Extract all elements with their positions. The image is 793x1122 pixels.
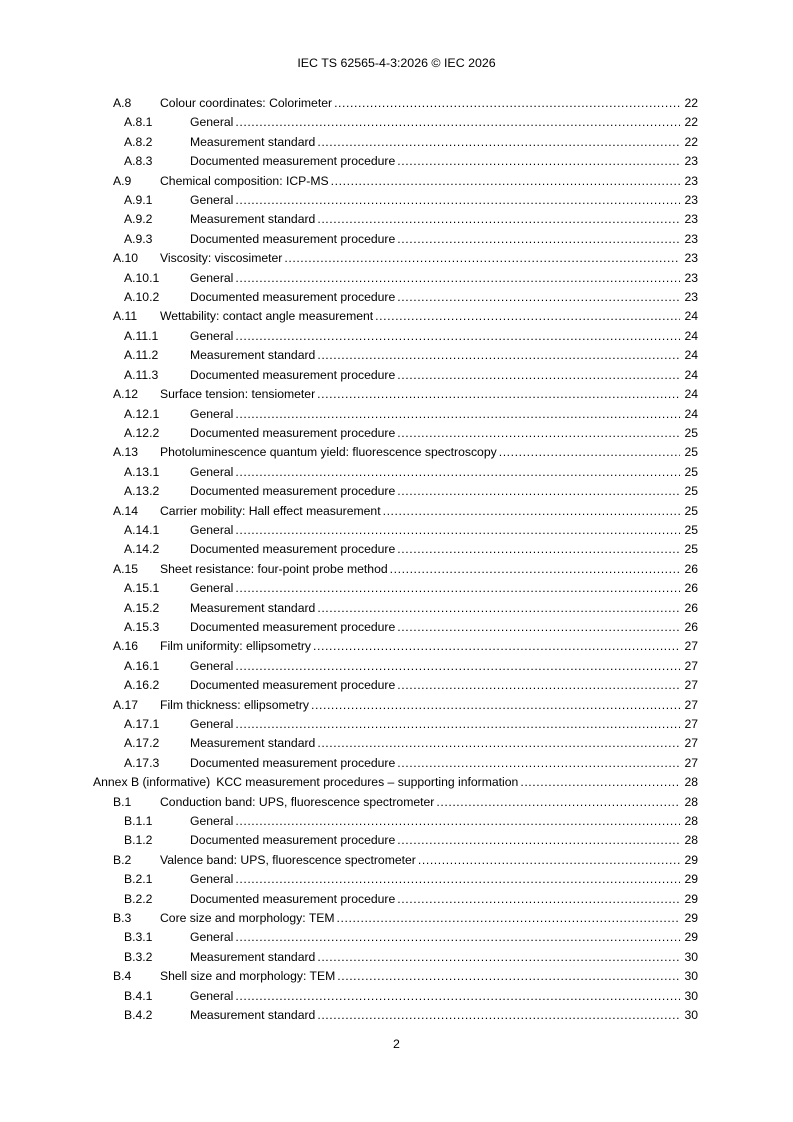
toc-leader-dots	[397, 152, 680, 171]
toc-entry-number: A.16	[113, 639, 139, 654]
toc-entry-title: Film uniformity: ellipsometry	[160, 639, 312, 654]
toc-entry-number: A.11.1	[124, 328, 159, 343]
toc-entry-title: General	[190, 988, 234, 1003]
toc-leader-dots	[235, 521, 680, 540]
toc-entry-number: A.13.2	[124, 484, 160, 499]
toc-entry-number: A.14.2	[124, 542, 160, 557]
page-number: 2	[393, 1037, 400, 1051]
toc-entry-page: 23	[684, 290, 698, 305]
toc-entry[interactable]	[93, 696, 698, 715]
toc-entry-page: 23	[684, 251, 698, 266]
toc-entry[interactable]	[93, 482, 698, 501]
toc-entry[interactable]	[93, 521, 698, 540]
toc-leader-dots	[317, 210, 680, 229]
toc-entry-page: 30	[684, 969, 698, 984]
toc-entry-page: 29	[684, 872, 698, 887]
toc-entry-page: 25	[684, 484, 698, 499]
toc-entry-number: A.8	[113, 96, 132, 110]
toc-leader-dots	[235, 715, 680, 734]
toc-entry[interactable]	[93, 443, 698, 462]
toc-entry-page: 24	[684, 387, 698, 402]
toc-entry-number: A.13.1	[124, 464, 160, 479]
toc-entry-number: A.17.1	[124, 717, 160, 731]
toc-entry-title: General	[190, 115, 234, 130]
toc-leader-dots	[418, 851, 680, 870]
toc-entry-number: A.15.3	[124, 619, 160, 634]
toc-entry-page: 23	[684, 212, 698, 227]
toc-leader-dots	[334, 94, 680, 113]
toc-entry-title: General	[190, 328, 234, 343]
toc-entry-title: General	[190, 522, 234, 537]
toc-entry-number: A.11.3	[124, 367, 159, 382]
toc-entry[interactable]	[93, 967, 698, 986]
toc-entry[interactable]	[93, 773, 698, 792]
toc-entry-title: Documented measurement procedure	[190, 755, 396, 770]
toc-entry[interactable]	[93, 734, 698, 753]
toc-entry-page: 23	[684, 154, 698, 169]
toc-entry-title: General	[190, 270, 234, 285]
toc-entry-title: General	[190, 814, 234, 829]
toc-entry-title: Documented measurement procedure	[190, 154, 396, 169]
toc-entry-number: B.1.2	[124, 833, 153, 848]
toc-leader-dots	[317, 385, 680, 404]
toc-entry[interactable]	[93, 599, 698, 618]
toc-leader-dots	[397, 366, 680, 385]
toc-entry[interactable]	[93, 172, 698, 191]
toc-entry-title: Documented measurement procedure	[190, 678, 396, 693]
toc-leader-dots	[397, 424, 680, 443]
toc-entry-page: 29	[684, 930, 698, 945]
toc-entry-number: Annex B (informative)	[93, 775, 211, 790]
toc-entry-title: Colour coordinates: Colorimeter	[160, 96, 333, 110]
toc-entry-number: A.14.1	[124, 522, 160, 537]
toc-leader-dots	[235, 928, 680, 947]
toc-entry-page: 22	[684, 115, 698, 130]
toc-entry-page: 28	[684, 794, 698, 809]
toc-entry-page: 26	[684, 561, 698, 576]
toc-entry[interactable]	[93, 113, 698, 132]
toc-leader-dots	[235, 812, 680, 831]
toc-entry-page: 29	[684, 891, 698, 906]
toc-entry[interactable]	[93, 987, 698, 1006]
toc-entry[interactable]	[93, 307, 698, 326]
toc-entry-number: A.11	[113, 309, 138, 324]
toc-entry-title: Documented measurement procedure	[190, 425, 396, 440]
toc-entry[interactable]	[93, 191, 698, 210]
toc-entry-page: 27	[684, 697, 698, 712]
toc-entry-page: 22	[684, 96, 698, 110]
toc-entry-title: Surface tension: tensiometer	[160, 387, 316, 402]
toc-entry[interactable]	[93, 890, 698, 909]
toc-leader-dots	[313, 637, 680, 656]
toc-entry-title: General	[190, 581, 234, 596]
toc-entry[interactable]	[93, 133, 698, 152]
toc-leader-dots	[317, 948, 680, 967]
toc-entry-page: 30	[684, 1008, 698, 1023]
toc-entry-page: 27	[684, 639, 698, 654]
toc-entry-page: 26	[684, 581, 698, 596]
toc-entry-page: 25	[684, 503, 698, 518]
toc-entry-title: General	[190, 464, 234, 479]
toc-entry-number: A.16.2	[124, 678, 160, 693]
toc-entry[interactable]	[93, 540, 698, 559]
toc-entry[interactable]	[93, 560, 698, 579]
toc-entry-page: 28	[684, 833, 698, 848]
toc-leader-dots	[317, 599, 680, 618]
toc-entry-number: A.10	[113, 251, 139, 266]
toc-entry-number: A.8.2	[124, 134, 153, 149]
toc-entry-title: Documented measurement procedure	[190, 484, 396, 499]
toc-entry-page: 27	[684, 736, 698, 751]
toc-entry-number: B.3.1	[124, 930, 153, 945]
toc-entry-number: A.16.1	[124, 658, 160, 673]
toc-entry-title: Wettability: contact angle measurement	[160, 309, 374, 324]
toc-leader-dots	[337, 967, 680, 986]
toc-entry-page: 24	[684, 348, 698, 363]
toc-entry[interactable]	[93, 754, 698, 773]
toc-entry-page: 30	[684, 988, 698, 1003]
toc-entry-page: 28	[684, 775, 698, 790]
toc-leader-dots	[397, 831, 680, 850]
toc-entry[interactable]	[93, 948, 698, 967]
toc-leader-dots	[235, 191, 680, 210]
toc-entry-number: A.11.2	[124, 348, 159, 363]
toc-entry-number: A.9	[113, 173, 132, 188]
toc-entry-title: Measurement standard	[190, 212, 316, 227]
toc-entry[interactable]	[93, 676, 698, 695]
toc-entry-page: 24	[684, 328, 698, 343]
toc-leader-dots	[317, 1006, 680, 1025]
toc-entry-title: General	[190, 658, 234, 673]
toc-entry-number: A.15.1	[124, 581, 160, 596]
toc-leader-dots	[235, 987, 680, 1006]
toc-entry[interactable]	[93, 94, 698, 113]
toc-entry-page: 23	[684, 173, 698, 188]
toc-entry-page: 24	[684, 309, 698, 324]
toc-entry-number: B.4.2	[124, 1008, 153, 1023]
toc-entry-number: A.9.3	[124, 231, 153, 246]
toc-entry-page: 24	[684, 406, 698, 421]
toc-leader-dots	[520, 773, 680, 792]
toc-entry-title: Documented measurement procedure	[190, 542, 396, 557]
toc-entry-title: Shell size and morphology: TEM	[160, 969, 336, 984]
toc-leader-dots	[235, 327, 680, 346]
toc-entry-title: Measurement standard	[190, 736, 316, 751]
toc-entry-page: 25	[684, 425, 698, 440]
toc-entry-page: 23	[684, 231, 698, 246]
toc-entry-number: A.9.2	[124, 212, 153, 227]
toc-entry-page: 28	[684, 814, 698, 829]
toc-entry-page: 25	[684, 445, 698, 460]
toc-entry-title: Conduction band: UPS, fluorescence spectrometer	[160, 794, 435, 809]
toc-entry-title: Film thickness: ellipsometry	[160, 697, 309, 712]
toc-entry[interactable]	[93, 928, 698, 947]
toc-leader-dots	[235, 870, 680, 889]
toc-entry-number: A.8.1	[124, 115, 153, 130]
toc-entry-number: B.3	[113, 911, 132, 926]
toc-entry-number: B.3.2	[124, 949, 153, 964]
toc-entry[interactable]	[93, 812, 698, 831]
toc-entry-title: Documented measurement procedure	[190, 290, 396, 305]
toc-entry[interactable]	[93, 249, 698, 268]
toc-entry-number: A.10.2	[124, 290, 160, 305]
toc-entry-title: Sheet resistance: four-point probe method	[160, 561, 388, 576]
toc-leader-dots	[317, 133, 680, 152]
toc-entry-page: 27	[684, 717, 698, 731]
toc-entry-page: 27	[684, 658, 698, 673]
toc-entry-number: A.17.3	[124, 755, 160, 770]
toc-entry-page: 29	[684, 911, 698, 926]
toc-entry[interactable]	[93, 288, 698, 307]
toc-entry-number: A.8.3	[124, 154, 153, 169]
toc-leader-dots	[397, 482, 680, 501]
toc-entry[interactable]	[93, 1006, 698, 1025]
toc-entry[interactable]	[93, 152, 698, 171]
toc-entry[interactable]	[93, 715, 698, 734]
toc-entry-title: Valence band: UPS, fluorescence spectrometer	[160, 852, 416, 867]
toc-entry[interactable]	[93, 424, 698, 443]
toc-entry-title: Documented measurement procedure	[190, 833, 396, 848]
toc-entry-page: 25	[684, 542, 698, 557]
toc-entry[interactable]	[93, 463, 698, 482]
toc-entry-title: General	[190, 930, 234, 945]
toc-entry[interactable]	[93, 405, 698, 424]
toc-entry[interactable]	[93, 637, 698, 656]
toc-leader-dots	[235, 463, 680, 482]
toc-entry[interactable]	[93, 230, 698, 249]
toc-leader-dots	[284, 249, 680, 268]
toc-entry-title: Measurement standard	[190, 1008, 316, 1023]
toc-entry-title: Measurement standard	[190, 600, 316, 615]
toc-leader-dots	[235, 657, 680, 676]
toc-entry[interactable]	[93, 657, 698, 676]
toc-entry[interactable]	[93, 870, 698, 889]
toc-leader-dots	[397, 288, 680, 307]
toc-entry-title: KCC measurement procedures – supporting information	[216, 775, 519, 790]
toc-entry-number: A.9.1	[124, 193, 153, 208]
toc-entry-number: B.1.1	[124, 814, 153, 829]
toc-entry-number: A.17.2	[124, 736, 160, 751]
toc-entry-number: B.2.2	[124, 891, 153, 906]
toc-entry-page: 30	[684, 949, 698, 964]
toc-entry-title: Measurement standard	[190, 348, 316, 363]
toc-leader-dots	[390, 560, 680, 579]
toc-leader-dots	[317, 734, 680, 753]
toc-entry-number: A.12	[113, 387, 139, 402]
toc-entry-title: Viscosity: viscosimeter	[160, 251, 283, 266]
toc-leader-dots	[235, 113, 680, 132]
toc-entry-page: 24	[684, 367, 698, 382]
toc-entry-page: 22	[684, 134, 698, 149]
toc-entry-page: 29	[684, 852, 698, 867]
toc-entry-page: 26	[684, 619, 698, 634]
toc-entry[interactable]	[93, 618, 698, 637]
toc-entry-number: A.15	[113, 561, 139, 576]
toc-entry[interactable]	[93, 269, 698, 288]
toc-leader-dots	[331, 172, 680, 191]
toc-leader-dots	[235, 405, 680, 424]
toc-entry[interactable]	[93, 385, 698, 404]
toc-entry[interactable]	[93, 502, 698, 521]
toc-entry-title: Chemical composition: ICP-MS	[160, 173, 329, 188]
toc-entry[interactable]	[93, 210, 698, 229]
toc-leader-dots	[397, 890, 680, 909]
toc-entry-title: Documented measurement procedure	[190, 367, 396, 382]
toc-entry-title: Carrier mobility: Hall effect measurement	[160, 503, 381, 518]
toc-entry-page: 26	[684, 600, 698, 615]
toc-entry[interactable]	[93, 909, 698, 928]
toc-leader-dots	[235, 579, 680, 598]
toc-leader-dots	[311, 696, 680, 715]
toc-entry-title: General	[190, 717, 234, 731]
toc-leader-dots	[337, 909, 680, 928]
toc-leader-dots	[499, 443, 680, 462]
toc-entry-number: A.12.1	[124, 406, 160, 421]
toc-entry-number: B.2.1	[124, 872, 153, 887]
toc-leader-dots	[317, 346, 680, 365]
toc-leader-dots	[397, 618, 680, 637]
toc-entry-number: B.4	[113, 969, 132, 984]
toc-entry-number: B.2	[113, 852, 132, 867]
toc-entry-page: 25	[684, 522, 698, 537]
toc-entry-title: Photoluminescence quantum yield: fluorescence spectroscopy	[160, 445, 497, 460]
toc-entry-title: Documented measurement procedure	[190, 891, 396, 906]
toc-entry-number: A.15.2	[124, 600, 160, 615]
toc-leader-dots	[397, 230, 680, 249]
toc-entry-number: A.10.1	[124, 270, 160, 285]
toc-leader-dots	[397, 676, 680, 695]
toc-entry-title: Documented measurement procedure	[190, 231, 396, 246]
toc-entry[interactable]	[93, 579, 698, 598]
toc-entry-number: A.14	[113, 503, 139, 518]
toc-entry[interactable]	[93, 831, 698, 850]
toc-entry-number: A.13	[113, 445, 139, 460]
toc-entry-title: General	[190, 193, 234, 208]
toc-entry-page: 27	[684, 678, 698, 693]
toc-entry-number: B.1	[113, 794, 132, 809]
toc-entry[interactable]	[93, 793, 698, 812]
toc-leader-dots	[397, 540, 680, 559]
toc-leader-dots	[375, 307, 680, 326]
toc-entry-title: General	[190, 872, 234, 887]
toc-entry-title: Core size and morphology: TEM	[160, 911, 335, 926]
toc-entry-number: B.4.1	[124, 988, 153, 1003]
toc-leader-dots	[383, 502, 680, 521]
toc-entry[interactable]	[93, 851, 698, 870]
toc-entry-number: A.17	[113, 697, 139, 712]
toc-leader-dots	[397, 754, 680, 773]
table-of-contents	[93, 94, 698, 1026]
toc-entry-page: 25	[684, 464, 698, 479]
page-header: IEC TS 62565-4-3:2026 © IEC 2026	[297, 56, 496, 70]
toc-entry-title: General	[190, 406, 234, 421]
toc-entry-page: 23	[684, 270, 698, 285]
toc-leader-dots	[436, 793, 680, 812]
toc-entry[interactable]	[93, 346, 698, 365]
toc-entry-page: 27	[684, 755, 698, 770]
toc-entry-title: Measurement standard	[190, 134, 316, 149]
toc-entry-title: Documented measurement procedure	[190, 619, 396, 634]
toc-leader-dots	[235, 269, 680, 288]
toc-entry-number: A.12.2	[124, 425, 160, 440]
toc-entry[interactable]	[93, 327, 698, 346]
toc-entry[interactable]	[93, 366, 698, 385]
toc-entry-page: 23	[684, 193, 698, 208]
toc-entry-title: Measurement standard	[190, 949, 316, 964]
